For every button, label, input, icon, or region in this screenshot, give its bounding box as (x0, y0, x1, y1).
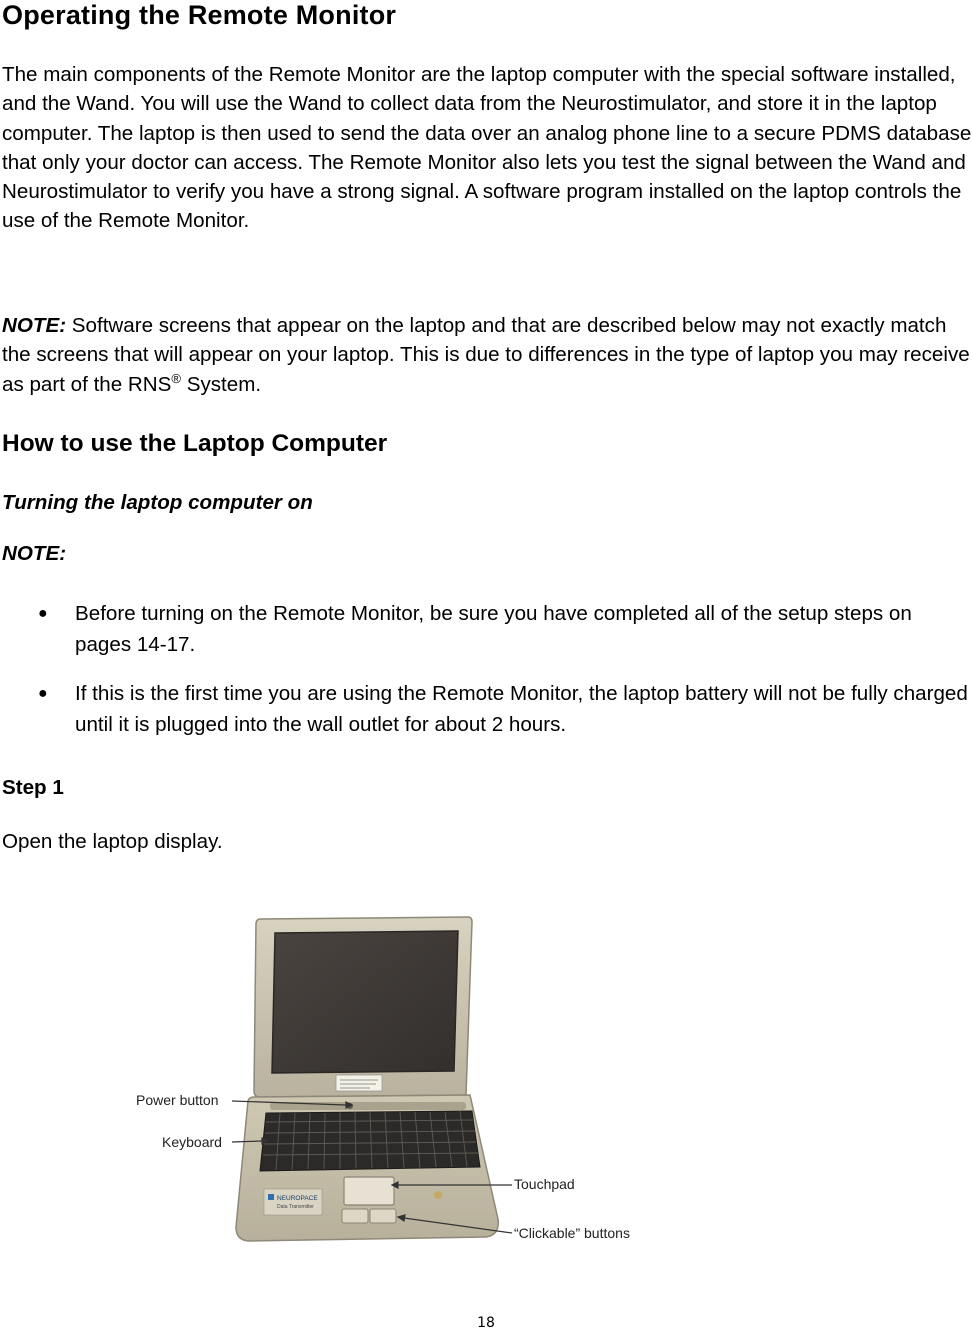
note-paragraph (2, 311, 972, 399)
note-text-end: System. (181, 372, 262, 396)
step-label: Step 1 (2, 776, 64, 799)
laptop-figure (120, 895, 660, 1255)
callout-power-button: Power button (136, 1092, 219, 1108)
subsection-heading: Turning the laptop computer on (2, 491, 313, 514)
laptop-illustration (120, 895, 660, 1255)
bullet-item (0, 678, 972, 740)
callout-keyboard: Keyboard (162, 1134, 222, 1150)
note-label: NOTE: (2, 314, 67, 337)
page-title: Operating the Remote Monitor (2, 0, 397, 30)
registered-mark: ® (171, 370, 181, 386)
device-label-text: Data Transmitter (277, 1204, 314, 1210)
step-instruction: Open the laptop display. (2, 830, 223, 853)
laptop-screen (272, 931, 458, 1073)
left-click-button (342, 1209, 368, 1223)
label-sticker (336, 1075, 382, 1091)
section-heading: How to use the Laptop Computer (2, 430, 388, 457)
intro-paragraph: The main components of the Remote Monitor are the laptop computer with the special software installed, and the Wand. You will use the Wand to collect data from the Neurostimulator, and store it in the laptop computer. The laptop is then used to send the data over an analog phone line to a secure PDMS database that only your doctor can access. The Remote Monitor also lets you test the signal between the Wand and Neurostimulator to verify you have a strong signal. A software program installed on the laptop controls the use of the Remote Monitor. (2, 63, 972, 233)
bullet-dot-icon: ● (38, 685, 48, 702)
callout-touchpad: Touchpad (514, 1176, 575, 1192)
page-number: 18 (477, 1315, 495, 1331)
bullet-dot-icon: ● (38, 605, 48, 622)
note-text: Software screens that appear on the laptop and that are described below may not exactly match the screens that will appear on your laptop. This is due to differences in the type of laptop you may receive as part of the RNS (2, 314, 970, 396)
note-bullet-list (0, 598, 972, 758)
bullet-text: If this is the first time you are using the Remote Monitor, the laptop battery will not be fully charged until it is plugged into the wall outlet for about 2 hours. (75, 682, 968, 736)
os-logo-icon (434, 1191, 442, 1199)
touchpad (344, 1177, 394, 1205)
callout-clickable-buttons: “Clickable” buttons (514, 1225, 630, 1241)
neuropace-brand-label (264, 1189, 322, 1215)
note-heading: NOTE: (2, 542, 67, 565)
bullet-item (0, 598, 972, 660)
brand-text: NEUROPACE (277, 1195, 318, 1202)
right-click-button (370, 1209, 396, 1223)
bullet-text: Before turning on the Remote Monitor, be sure you have completed all of the setup steps on pages 14-17. (75, 602, 912, 656)
